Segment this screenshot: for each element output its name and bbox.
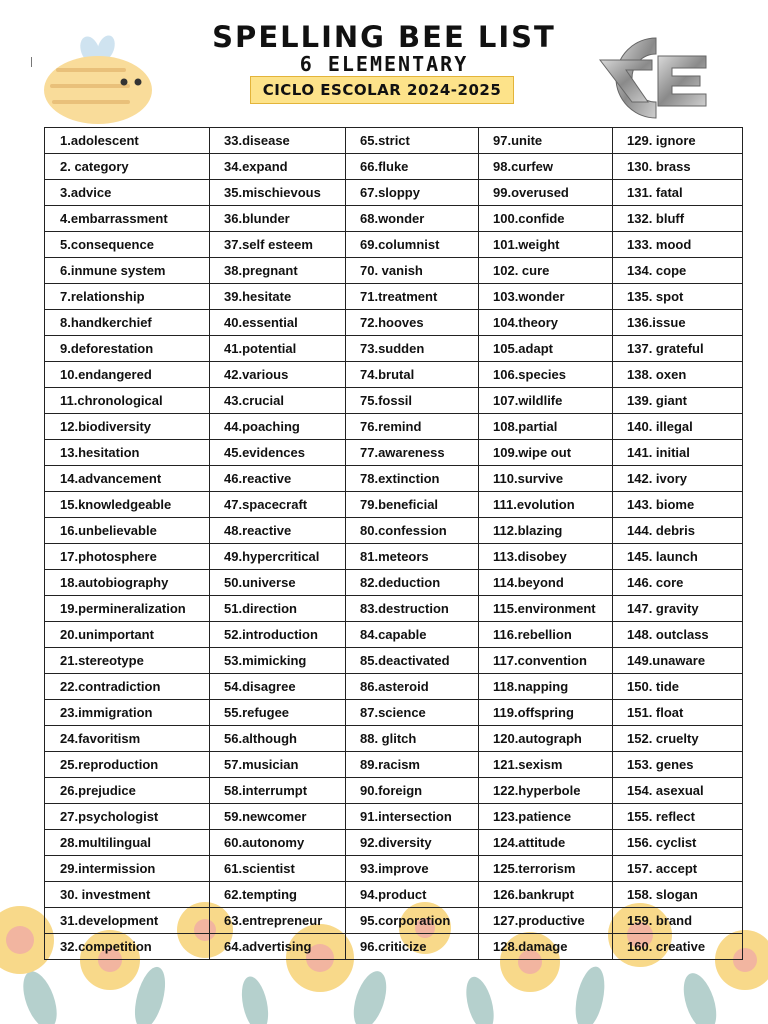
word-cell: 122.hyperbole: [479, 778, 613, 804]
word-cell: 80.confession: [346, 518, 479, 544]
word-cell: 53.mimicking: [210, 648, 346, 674]
word-cell: 1.adolescent: [45, 128, 210, 154]
word-cell: 91.intersection: [346, 804, 479, 830]
word-cell: 140. illegal: [613, 414, 743, 440]
word-cell: 95.corporation: [346, 908, 479, 934]
table-row: [45, 284, 743, 310]
word-cell: 128.damage: [479, 934, 613, 960]
word-cell: 108.partial: [479, 414, 613, 440]
word-cell: 40.essential: [210, 310, 346, 336]
word-cell: 65.strict: [346, 128, 479, 154]
word-cell: 4.embarrassment: [45, 206, 210, 232]
word-cell: 143. biome: [613, 492, 743, 518]
word-cell: 152. cruelty: [613, 726, 743, 752]
word-cell: 88. glitch: [346, 726, 479, 752]
word-cell: 60.autonomy: [210, 830, 346, 856]
word-cell: 131. fatal: [613, 180, 743, 206]
word-cell: 47.spacecraft: [210, 492, 346, 518]
word-cell: 39.hesitate: [210, 284, 346, 310]
word-cell: 116.rebellion: [479, 622, 613, 648]
word-cell: 42.various: [210, 362, 346, 388]
word-cell: 63.entrepreneur: [210, 908, 346, 934]
word-cell: 136.issue: [613, 310, 743, 336]
word-cell: 98.curfew: [479, 154, 613, 180]
word-cell: 20.unimportant: [45, 622, 210, 648]
table-row: [45, 648, 743, 674]
word-cell: 21.stereotype: [45, 648, 210, 674]
word-cell: 25.reproduction: [45, 752, 210, 778]
word-cell: 138. oxen: [613, 362, 743, 388]
word-cell: 84.capable: [346, 622, 479, 648]
word-cell: 127.productive: [479, 908, 613, 934]
word-cell: 72.hooves: [346, 310, 479, 336]
word-cell: 51.direction: [210, 596, 346, 622]
table-row: [45, 622, 743, 648]
word-cell: 134. cope: [613, 258, 743, 284]
word-cell: 119.offspring: [479, 700, 613, 726]
word-cell: 56.although: [210, 726, 346, 752]
word-cell: 92.diversity: [346, 830, 479, 856]
table-row: [45, 414, 743, 440]
word-cell: 66.fluke: [346, 154, 479, 180]
word-cell: 110.survive: [479, 466, 613, 492]
word-cell: 133. mood: [613, 232, 743, 258]
word-cell: 159. brand: [613, 908, 743, 934]
word-cell: 50.universe: [210, 570, 346, 596]
word-cell: 79.beneficial: [346, 492, 479, 518]
word-cell: 113.disobey: [479, 544, 613, 570]
table-row: [45, 232, 743, 258]
table-row: [45, 388, 743, 414]
grade-subtitle: 6 ELEMENTARY: [299, 52, 469, 76]
table-row: [45, 778, 743, 804]
word-cell: 97.unite: [479, 128, 613, 154]
page-title: SPELLING BEE LIST: [212, 20, 556, 54]
word-cell: 87.science: [346, 700, 479, 726]
word-cell: 125.terrorism: [479, 856, 613, 882]
word-cell: 153. genes: [613, 752, 743, 778]
word-cell: 158. slogan: [613, 882, 743, 908]
word-cell: 94.product: [346, 882, 479, 908]
word-cell: 93.improve: [346, 856, 479, 882]
word-cell: 101.weight: [479, 232, 613, 258]
word-cell: 64.advertising: [210, 934, 346, 960]
word-cell: 147. gravity: [613, 596, 743, 622]
word-cell: 106.species: [479, 362, 613, 388]
word-cell: 151. float: [613, 700, 743, 726]
word-cell: 19.permineralization: [45, 596, 210, 622]
table-row: [45, 206, 743, 232]
word-cell: 156. cyclist: [613, 830, 743, 856]
word-cell: 48.reactive: [210, 518, 346, 544]
word-cell: 22.contradiction: [45, 674, 210, 700]
word-cell: 58.interrumpt: [210, 778, 346, 804]
word-cell: 33.disease: [210, 128, 346, 154]
word-cell: 13.hesitation: [45, 440, 210, 466]
word-cell: 57.musician: [210, 752, 346, 778]
word-cell: 104.theory: [479, 310, 613, 336]
word-cell: 148. outclass: [613, 622, 743, 648]
table-row: [45, 466, 743, 492]
word-cell: 23.immigration: [45, 700, 210, 726]
word-cell: 126.bankrupt: [479, 882, 613, 908]
word-cell: 129. ignore: [613, 128, 743, 154]
table-row: [45, 258, 743, 284]
word-cell: 34.expand: [210, 154, 346, 180]
table-row: [45, 492, 743, 518]
word-cell: 45.evidences: [210, 440, 346, 466]
word-cell: 43.crucial: [210, 388, 346, 414]
word-cell: 103.wonder: [479, 284, 613, 310]
word-cell: 27.psychologist: [45, 804, 210, 830]
word-cell: 9.deforestation: [45, 336, 210, 362]
table-row: [45, 518, 743, 544]
word-cell: 145. launch: [613, 544, 743, 570]
word-cell: 118.napping: [479, 674, 613, 700]
word-cell: 41.potential: [210, 336, 346, 362]
word-cell: 105.adapt: [479, 336, 613, 362]
table-row: [45, 154, 743, 180]
word-cell: 115.environment: [479, 596, 613, 622]
word-cell: 70. vanish: [346, 258, 479, 284]
word-cell: 142. ivory: [613, 466, 743, 492]
word-cell: 68.wonder: [346, 206, 479, 232]
table-row: [45, 700, 743, 726]
table-row: [45, 336, 743, 362]
word-cell: 82.deduction: [346, 570, 479, 596]
word-cell: 99.overused: [479, 180, 613, 206]
word-cell: 31.development: [45, 908, 210, 934]
table-row: [45, 180, 743, 206]
word-cell: 83.destruction: [346, 596, 479, 622]
word-cell: 55.refugee: [210, 700, 346, 726]
word-cell: 135. spot: [613, 284, 743, 310]
word-cell: 78.extinction: [346, 466, 479, 492]
word-cell: 6.inmune system: [45, 258, 210, 284]
word-cell: 146. core: [613, 570, 743, 596]
word-cell: 90.foreign: [346, 778, 479, 804]
word-cell: 74.brutal: [346, 362, 479, 388]
word-cell: 86.asteroid: [346, 674, 479, 700]
word-cell: 144. debris: [613, 518, 743, 544]
table-row: [45, 830, 743, 856]
word-cell: 32.competition: [45, 934, 210, 960]
word-cell: 81.meteors: [346, 544, 479, 570]
word-cell: 38.pregnant: [210, 258, 346, 284]
word-cell: 61.scientist: [210, 856, 346, 882]
word-cell: 160. creative: [613, 934, 743, 960]
word-cell: 141. initial: [613, 440, 743, 466]
word-cell: 36.blunder: [210, 206, 346, 232]
word-cell: 59.newcomer: [210, 804, 346, 830]
word-cell: 35.mischievous: [210, 180, 346, 206]
word-cell: 3.advice: [45, 180, 210, 206]
word-cell: 16.unbelievable: [45, 518, 210, 544]
word-cell: 30. investment: [45, 882, 210, 908]
word-cell: 100.confide: [479, 206, 613, 232]
word-cell: 96.criticize: [346, 934, 479, 960]
word-cell: 123.patience: [479, 804, 613, 830]
word-cell: 8.handkerchief: [45, 310, 210, 336]
word-cell: 69.columnist: [346, 232, 479, 258]
word-cell: 124.attitude: [479, 830, 613, 856]
word-cell: 114.beyond: [479, 570, 613, 596]
table-row: [45, 310, 743, 336]
word-cell: 15.knowledgeable: [45, 492, 210, 518]
table-row: [45, 934, 743, 960]
table-row: [45, 908, 743, 934]
word-cell: 12.biodiversity: [45, 414, 210, 440]
word-cell: 2. category: [45, 154, 210, 180]
word-cell: 49.hypercritical: [210, 544, 346, 570]
word-cell: 73.sudden: [346, 336, 479, 362]
word-cell: 11.chronological: [45, 388, 210, 414]
table-row: [45, 544, 743, 570]
word-cell: 76.remind: [346, 414, 479, 440]
table-row: [45, 882, 743, 908]
word-cell: 157. accept: [613, 856, 743, 882]
word-cell: 62.tempting: [210, 882, 346, 908]
table-row: [45, 726, 743, 752]
word-cell: 154. asexual: [613, 778, 743, 804]
word-cell: 24.favoritism: [45, 726, 210, 752]
word-cell: 155. reflect: [613, 804, 743, 830]
word-cell: 7.relationship: [45, 284, 210, 310]
table-row: [45, 440, 743, 466]
word-cell: 120.autograph: [479, 726, 613, 752]
word-cell: 107.wildlife: [479, 388, 613, 414]
word-cell: 26.prejudice: [45, 778, 210, 804]
word-table-body: [45, 128, 743, 960]
table-row: [45, 752, 743, 778]
word-cell: 150. tide: [613, 674, 743, 700]
table-row: [45, 362, 743, 388]
word-cell: 28.multilingual: [45, 830, 210, 856]
word-cell: 149.unaware: [613, 648, 743, 674]
word-cell: 5.consequence: [45, 232, 210, 258]
word-cell: 44.poaching: [210, 414, 346, 440]
table-row: [45, 570, 743, 596]
word-cell: 77.awareness: [346, 440, 479, 466]
table-row: [45, 674, 743, 700]
word-cell: 18.autobiography: [45, 570, 210, 596]
word-cell: 137. grateful: [613, 336, 743, 362]
word-cell: 121.sexism: [479, 752, 613, 778]
word-cell: 37.self esteem: [210, 232, 346, 258]
word-cell: 112.blazing: [479, 518, 613, 544]
table-row: [45, 804, 743, 830]
word-cell: 10.endangered: [45, 362, 210, 388]
word-cell: 117.convention: [479, 648, 613, 674]
word-cell: 102. cure: [479, 258, 613, 284]
word-cell: 139. giant: [613, 388, 743, 414]
word-cell: 52.introduction: [210, 622, 346, 648]
word-cell: 17.photosphere: [45, 544, 210, 570]
school-cycle-badge: CICLO ESCOLAR 2024-2025: [250, 76, 514, 104]
word-cell: 29.intermission: [45, 856, 210, 882]
table-row: [45, 596, 743, 622]
word-cell: 75.fossil: [346, 388, 479, 414]
word-cell: 54.disagree: [210, 674, 346, 700]
word-cell: 109.wipe out: [479, 440, 613, 466]
table-row: [45, 856, 743, 882]
word-cell: 46.reactive: [210, 466, 346, 492]
word-cell: 111.evolution: [479, 492, 613, 518]
word-cell: 14.advancement: [45, 466, 210, 492]
word-cell: 85.deactivated: [346, 648, 479, 674]
word-cell: 130. brass: [613, 154, 743, 180]
word-cell: 89.racism: [346, 752, 479, 778]
spelling-word-table: [44, 127, 743, 960]
word-cell: 71.treatment: [346, 284, 479, 310]
word-cell: 67.sloppy: [346, 180, 479, 206]
word-cell: 132. bluff: [613, 206, 743, 232]
table-row: [45, 128, 743, 154]
